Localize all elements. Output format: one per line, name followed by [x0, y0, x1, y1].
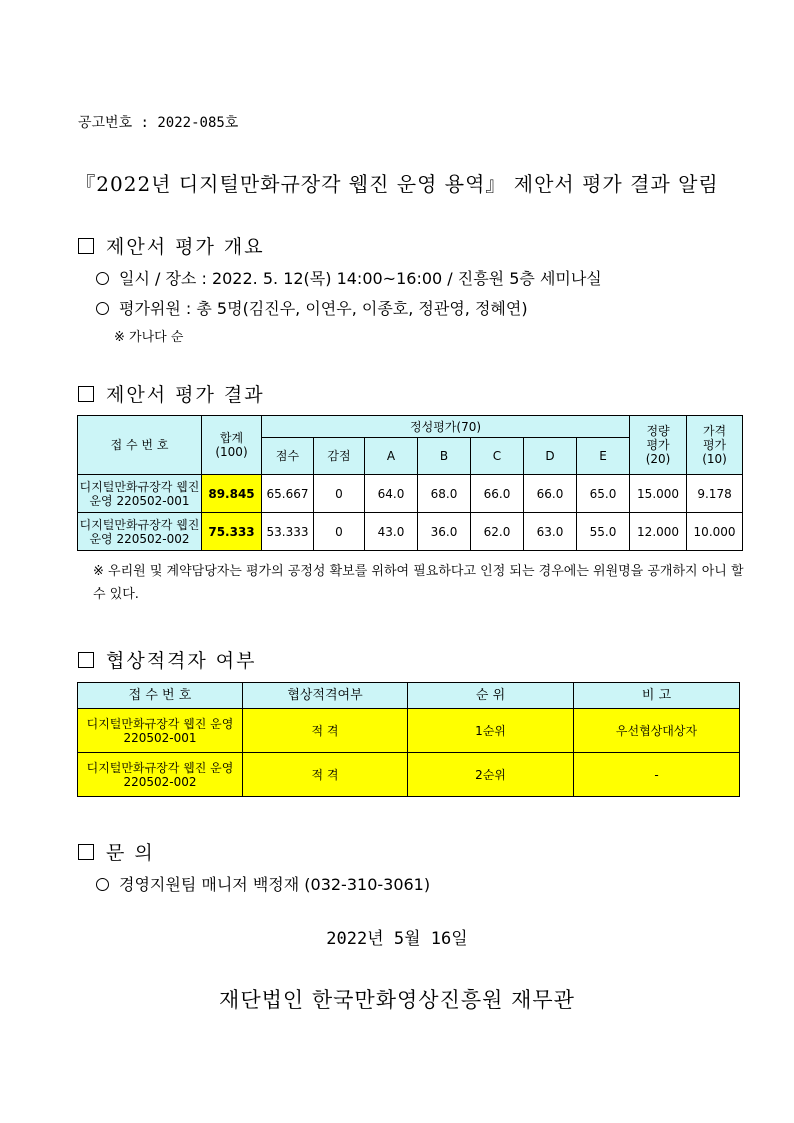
header-b: B [418, 438, 471, 475]
header-remark: 비 고 [574, 683, 740, 709]
document-date: 2022년 5월 16일 [326, 929, 468, 949]
circle-bullet-icon [96, 272, 109, 285]
table-row [78, 513, 743, 551]
overview-bullet-evaluators: 평가위원 : 총 5명(김진우, 이연우, 이종호, 정관영, 정혜연) [96, 296, 528, 319]
header-quantitative: 정량 평가 (20) [630, 416, 687, 475]
inquiry-contact: 경영지원팀 매니저 백정재 (032-310-3061) [96, 872, 430, 895]
issuing-organization: 재단법인 한국만화영상진흥원 재무관 [219, 988, 575, 1012]
row-score: 53.333 [262, 513, 314, 551]
header-deduction: 감점 [314, 438, 365, 475]
row-d: 66.0 [524, 475, 577, 513]
row-score: 65.667 [262, 475, 314, 513]
evaluation-results-table [77, 415, 743, 551]
header-d: D [524, 438, 577, 475]
row-quantitative: 12.000 [630, 513, 687, 551]
header-receipt: 접 수 번 호 [78, 683, 243, 709]
header-price: 가격 평가 (10) [687, 416, 743, 475]
header-receipt: 접 수 번 호 [78, 416, 202, 475]
checkbox-square-icon [78, 238, 94, 254]
row-c: 62.0 [471, 513, 524, 551]
row-total: 89.845 [202, 475, 262, 513]
checkbox-square-icon [78, 652, 94, 668]
row-eligibility: 적 격 [243, 753, 408, 797]
circle-bullet-icon [96, 302, 109, 315]
table-row [78, 709, 740, 753]
header-rank: 순 위 [408, 683, 574, 709]
row-e: 65.0 [577, 475, 630, 513]
row-price: 10.000 [687, 513, 743, 551]
header-qualitative: 정성평가(70) [262, 416, 630, 438]
section-overview-heading: 제안서 평가 개요 [78, 232, 265, 259]
row-quantitative: 15.000 [630, 475, 687, 513]
header-total: 합계 (100) [202, 416, 262, 475]
header-eligibility: 협상적격여부 [243, 683, 408, 709]
header-c: C [471, 438, 524, 475]
row-eligibility: 적 격 [243, 709, 408, 753]
section-results-heading: 제안서 평가 결과 [78, 380, 265, 407]
row-b: 36.0 [418, 513, 471, 551]
table-row [78, 753, 740, 797]
row-total: 75.333 [202, 513, 262, 551]
results-footnote: ※ 우리원 및 계약담당자는 평가의 공정성 확보를 위하여 필요하다고 인정 되는 경우에는 위원명을 공개하지 아니 할 수 있다. [93, 564, 744, 602]
row-rank: 2순위 [408, 753, 574, 797]
document-title: 『2022년 디지털만화규장각 웹진 운영 용역』 제안서 평가 결과 알림 [75, 172, 719, 196]
overview-note: ※ 가나다 순 [114, 330, 184, 345]
header-score: 점수 [262, 438, 314, 475]
row-c: 66.0 [471, 475, 524, 513]
row-receipt: 디지털만화규장각 웹진 운영 220502-002 [78, 513, 202, 551]
eligibility-table [77, 682, 740, 797]
section-eligibility-heading: 협상적격자 여부 [78, 646, 257, 673]
row-receipt: 디지털만화규장각 웹진 운영 220502-001 [78, 475, 202, 513]
notice-number: 공고번호 : 2022-085호 [78, 115, 239, 131]
row-receipt: 디지털만화규장각 웹진 운영 220502-001 [78, 709, 243, 753]
row-price: 9.178 [687, 475, 743, 513]
row-b: 68.0 [418, 475, 471, 513]
overview-bullet-datetime: 일시 / 장소 : 2022. 5. 12(목) 14:00~16:00 / 진흥원 5층 세미나실 [96, 266, 602, 289]
row-a: 64.0 [365, 475, 418, 513]
header-e: E [577, 438, 630, 475]
row-a: 43.0 [365, 513, 418, 551]
section-inquiry-heading: 문 의 [78, 838, 155, 865]
circle-bullet-icon [96, 878, 109, 891]
row-rank: 1순위 [408, 709, 574, 753]
row-deduction: 0 [314, 475, 365, 513]
checkbox-square-icon [78, 844, 94, 860]
row-remark: 우선협상대상자 [574, 709, 740, 753]
row-e: 55.0 [577, 513, 630, 551]
table-row [78, 475, 743, 513]
checkbox-square-icon [78, 386, 94, 402]
row-deduction: 0 [314, 513, 365, 551]
row-d: 63.0 [524, 513, 577, 551]
row-receipt: 디지털만화규장각 웹진 운영 220502-002 [78, 753, 243, 797]
row-remark: - [574, 753, 740, 797]
header-a: A [365, 438, 418, 475]
